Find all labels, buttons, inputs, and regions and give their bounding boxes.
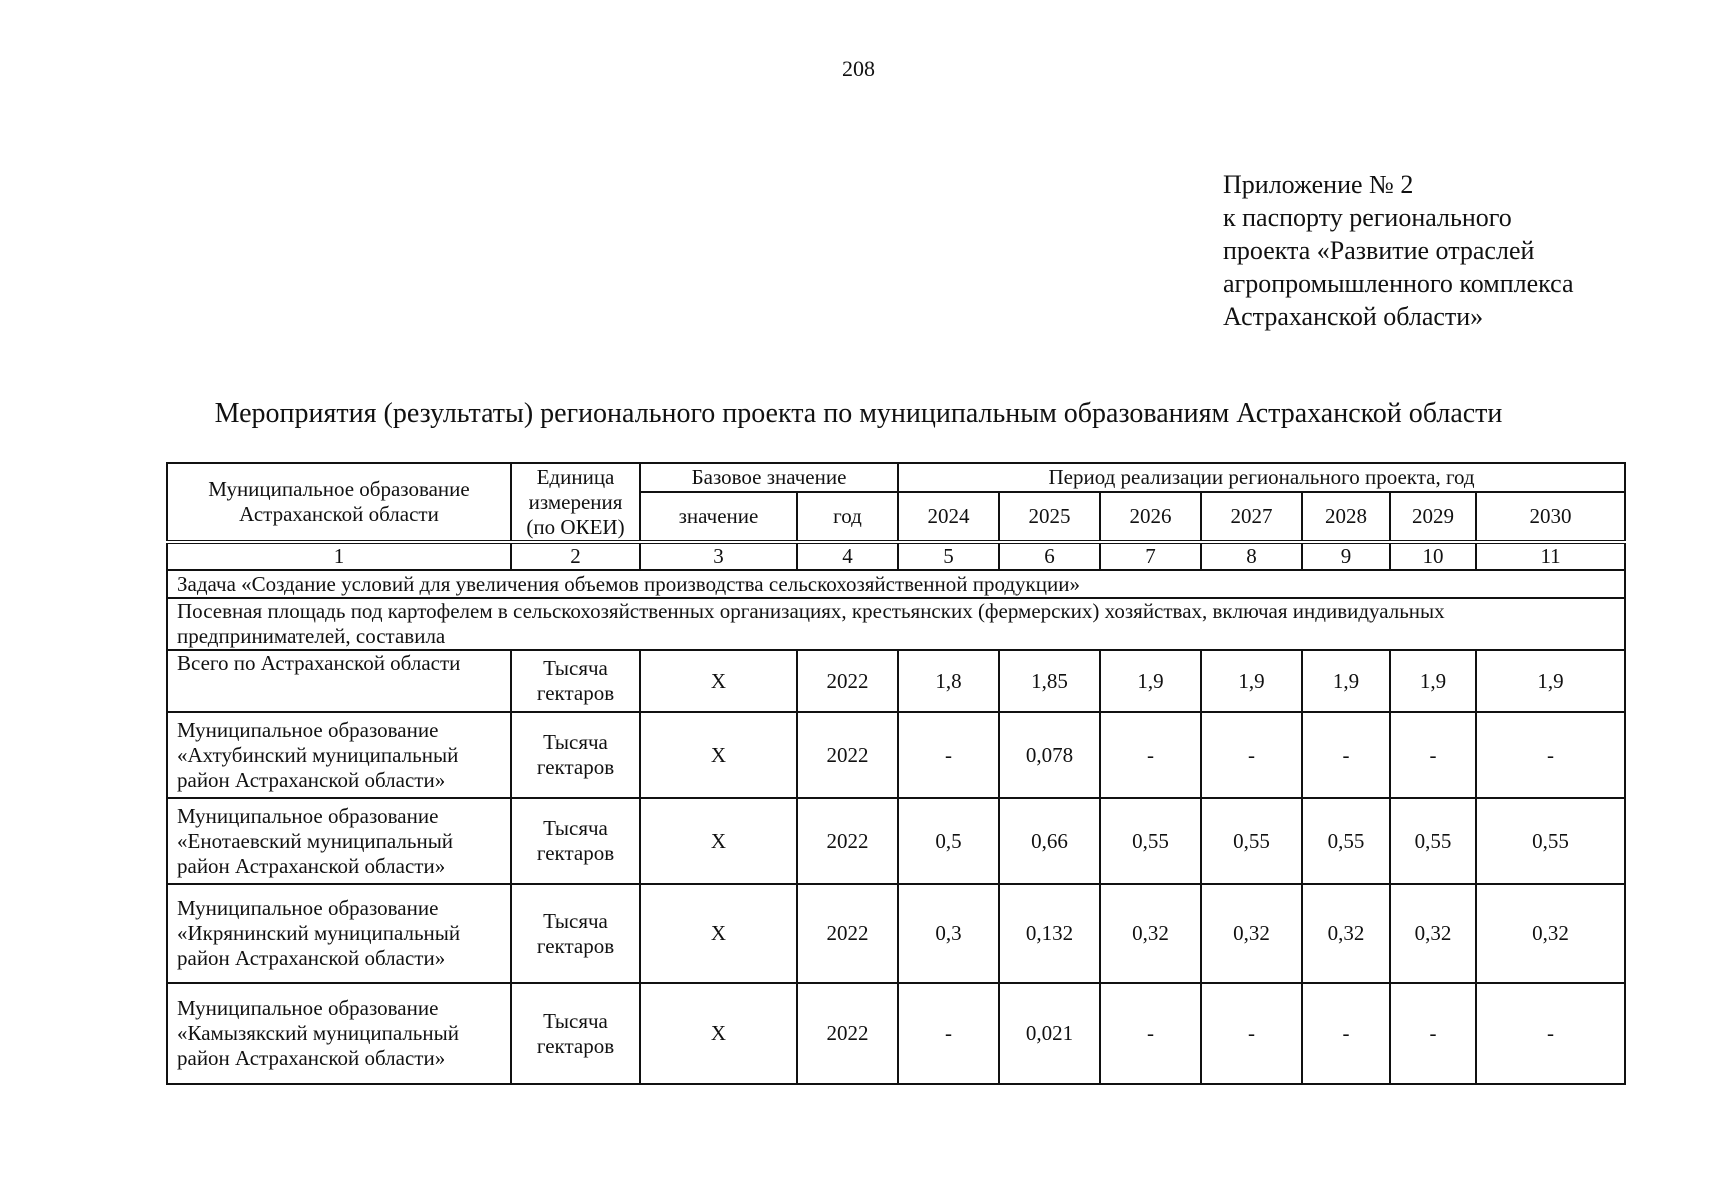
task-row (167, 570, 1625, 598)
value-cell: 0,55 (1302, 798, 1390, 884)
value-cell: 0,5 (898, 798, 999, 884)
value-cell: 0,132 (999, 884, 1100, 983)
base-year-cell: 2022 (797, 884, 898, 983)
unit-cell: Тысяча гектаров (511, 884, 640, 983)
appendix-line: к паспорту регионального (1223, 203, 1512, 232)
document-title: Мероприятия (результаты) регионального проекта по муниципальным образованиям Астраханской области (214, 398, 1503, 429)
value-cell: - (1302, 712, 1390, 798)
municipality-name: Муниципальное образование «Икрянинский муниципальный район Астраханской области» (167, 884, 511, 983)
header-municipality: Муниципальное образование Астраханской области (167, 463, 511, 542)
base-year-cell: 2022 (797, 712, 898, 798)
table-row (167, 983, 1625, 1084)
value-cell: 0,3 (898, 884, 999, 983)
value-cell: 0,55 (1476, 798, 1625, 884)
column-number: 10 (1390, 542, 1476, 570)
value-cell: - (1201, 983, 1302, 1084)
table-row (167, 650, 1625, 712)
column-number: 5 (898, 542, 999, 570)
header-period-group: Период реализации регионального проекта, год (898, 463, 1625, 492)
results-table (166, 462, 1626, 1085)
municipality-name: Муниципальное образование «Ахтубинский муниципальный район Астраханской области» (167, 712, 511, 798)
page-number: 208 (842, 56, 875, 81)
value-cell: - (1476, 712, 1625, 798)
value-cell: 0,55 (1201, 798, 1302, 884)
value-cell: - (898, 712, 999, 798)
municipality-name: Муниципальное образование «Енотаевский муниципальный район Астраханской области» (167, 798, 511, 884)
base-value-cell: Х (640, 712, 797, 798)
value-cell: 0,021 (999, 983, 1100, 1084)
header-year: 2024 (898, 492, 999, 542)
header-year: 2027 (1201, 492, 1302, 542)
unit-cell: Тысяча гектаров (511, 798, 640, 884)
table-row (167, 798, 1625, 884)
indicator-row (167, 598, 1625, 650)
value-cell: 0,55 (1100, 798, 1201, 884)
header-year: 2028 (1302, 492, 1390, 542)
base-value-cell: Х (640, 983, 797, 1084)
value-cell: 0,55 (1390, 798, 1476, 884)
value-cell: - (1390, 983, 1476, 1084)
header-base-value: значение (640, 492, 797, 542)
value-cell: 0,32 (1201, 884, 1302, 983)
header-year: 2026 (1100, 492, 1201, 542)
value-cell: 0,32 (1390, 884, 1476, 983)
appendix-line: агропромышленного комплекса (1223, 269, 1574, 298)
appendix-line: Приложение № 2 (1223, 170, 1414, 199)
appendix-line: проекта «Развитие отраслей (1223, 236, 1535, 265)
base-value-cell: Х (640, 884, 797, 983)
column-number: 2 (511, 542, 640, 570)
value-cell: - (1100, 983, 1201, 1084)
header-year: 2025 (999, 492, 1100, 542)
column-number: 3 (640, 542, 797, 570)
value-cell: 0,32 (1476, 884, 1625, 983)
unit-cell: Тысяча гектаров (511, 650, 640, 712)
value-cell: - (1201, 712, 1302, 798)
header-year: 2029 (1390, 492, 1476, 542)
municipality-name: Муниципальное образование «Камызякский муниципальный район Астраханской области» (167, 983, 511, 1084)
value-cell: 1,9 (1476, 650, 1625, 712)
indicator-text: Посевная площадь под картофелем в сельскохозяйственных организациях, крестьянских (фермерских) хозяйствах, включая индивидуальных предпринимателей, составила (167, 598, 1625, 650)
base-value-cell: Х (640, 798, 797, 884)
header-unit: Единица измерения (по ОКЕИ) (511, 463, 640, 542)
value-cell: 0,32 (1302, 884, 1390, 983)
value-cell: - (1100, 712, 1201, 798)
column-number: 9 (1302, 542, 1390, 570)
column-number: 8 (1201, 542, 1302, 570)
base-year-cell: 2022 (797, 650, 898, 712)
value-cell: 0,32 (1100, 884, 1201, 983)
header-base-year: год (797, 492, 898, 542)
value-cell: 0,66 (999, 798, 1100, 884)
unit-cell: Тысяча гектаров (511, 983, 640, 1084)
value-cell: - (1302, 983, 1390, 1084)
value-cell: - (898, 983, 999, 1084)
value-cell: 1,85 (999, 650, 1100, 712)
column-number: 6 (999, 542, 1100, 570)
header-base-group: Базовое значение (640, 463, 898, 492)
column-number: 1 (167, 542, 511, 570)
task-text: Задача «Создание условий для увеличения объемов производства сельскохозяйственной продукции» (167, 570, 1625, 598)
appendix-note (1223, 168, 1574, 333)
municipality-name: Всего по Астраханской области (167, 650, 511, 712)
table-row (167, 712, 1625, 798)
header-row (167, 463, 1625, 492)
table-row (167, 884, 1625, 983)
value-cell: 1,9 (1100, 650, 1201, 712)
appendix-line: Астраханской области» (1223, 302, 1484, 331)
value-cell: - (1390, 712, 1476, 798)
value-cell: - (1476, 983, 1625, 1084)
value-cell: 1,9 (1201, 650, 1302, 712)
column-number-row (167, 542, 1625, 570)
base-value-cell: Х (640, 650, 797, 712)
value-cell: 0,078 (999, 712, 1100, 798)
column-number: 11 (1476, 542, 1625, 570)
base-year-cell: 2022 (797, 798, 898, 884)
base-year-cell: 2022 (797, 983, 898, 1084)
value-cell: 1,8 (898, 650, 999, 712)
column-number: 7 (1100, 542, 1201, 570)
header-year: 2030 (1476, 492, 1625, 542)
value-cell: 1,9 (1302, 650, 1390, 712)
column-number: 4 (797, 542, 898, 570)
unit-cell: Тысяча гектаров (511, 712, 640, 798)
value-cell: 1,9 (1390, 650, 1476, 712)
